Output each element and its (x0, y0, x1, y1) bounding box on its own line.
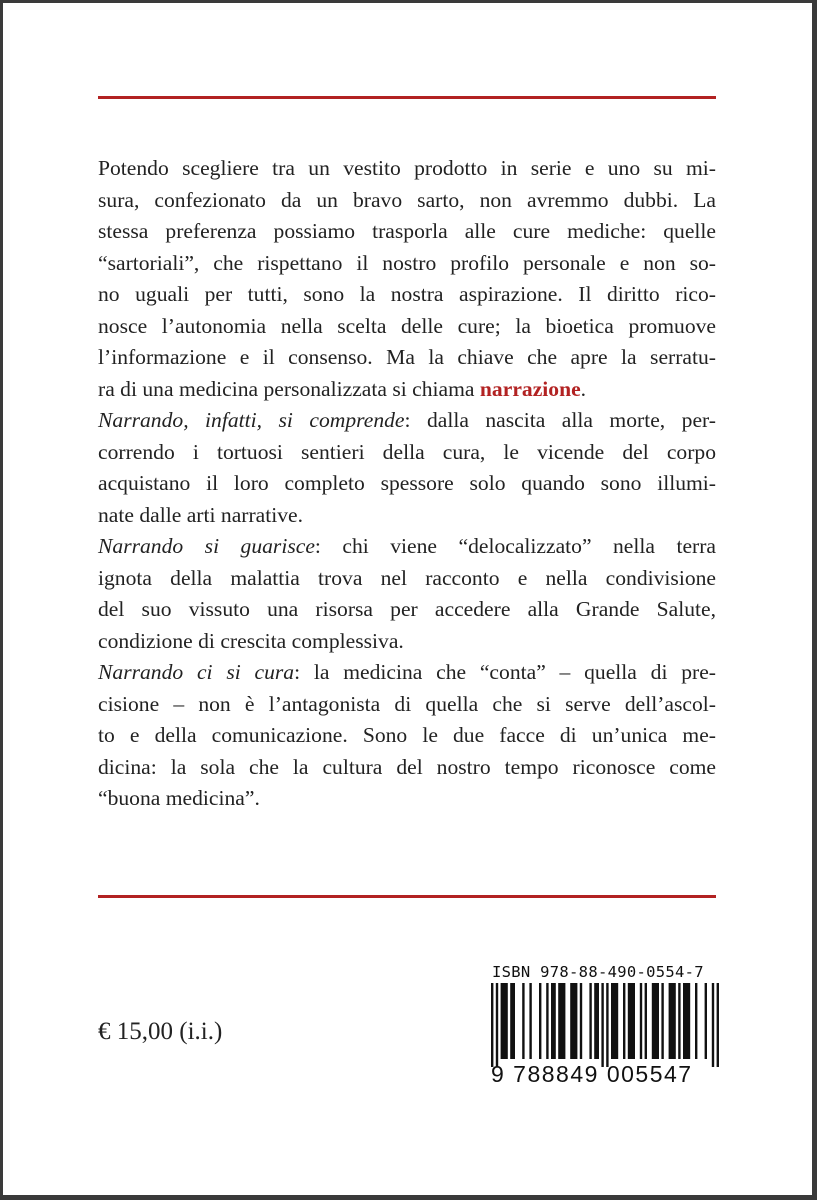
barcode-bar (705, 983, 707, 1059)
italic-phrase: Narrando si guarisce (98, 534, 315, 558)
bottom-red-rule (98, 895, 716, 898)
barcode-bar (712, 983, 714, 1067)
italic-phrase: Narrando, infatti, si comprende (98, 408, 405, 432)
barcode-bar (623, 983, 625, 1059)
text-run: : chi viene “delocalizzato” nella terra (314, 534, 717, 558)
barcode-bar (652, 983, 659, 1059)
barcode-bar (695, 983, 697, 1059)
text-run: l’informazione e il consenso. Ma la chiave che apre la serratu- (98, 345, 716, 369)
barcode-bar (539, 983, 541, 1059)
text-run: cisione – non è l’antagonista di quella che si serve dell’ascol- (98, 691, 716, 716)
barcode-bar (529, 983, 531, 1059)
text-run: . (580, 376, 587, 401)
text-run: “sartoriali”, che rispettano il nostro profilo personale e non so- (98, 250, 716, 275)
text-line (98, 468, 716, 500)
text-run: sura, confezionato da un bravo sarto, non avremmo dubbi. La (98, 187, 716, 212)
text-run: condizione di crescita complessiva. (98, 628, 404, 653)
text-line (98, 311, 716, 343)
text-run: ra di una medicina personalizzata si chiama (98, 376, 480, 401)
barcode-bar (546, 983, 548, 1059)
barcode-bar (601, 983, 603, 1067)
text-run: : dalla nascita alla morte, per- (404, 408, 716, 432)
text-line (98, 153, 716, 185)
top-red-rule (98, 96, 716, 99)
text-run: nosce l’autonomia nella scelta delle cure; la bioetica promuove (98, 313, 716, 338)
highlight-word: narrazione (479, 376, 581, 401)
barcode-bar (645, 983, 647, 1059)
barcode-bar (522, 983, 524, 1059)
text-run: ignota della malattia trova nel racconto e nella condivisione (98, 565, 716, 590)
text-line (98, 374, 716, 406)
barcode-bar (606, 983, 608, 1067)
barcode-bar (491, 983, 493, 1067)
text-run: correndo i tortuosi sentieri della cura, le vicende del corpo (98, 439, 716, 464)
text-run: nate dalle arti narrative. (98, 502, 304, 527)
barcode-bar (717, 983, 719, 1067)
text-line (98, 689, 716, 721)
text-line (98, 248, 716, 280)
text-line (98, 500, 716, 532)
text-line (98, 342, 716, 374)
price: € 15,00 (i.i.) (98, 1018, 223, 1045)
barcode-bar (678, 983, 680, 1059)
barcode-bar (589, 983, 591, 1059)
text-run: del suo vissuto una risorsa per accedere alla Grande Salute, (98, 597, 716, 621)
barcode-bar (510, 983, 515, 1059)
book-back-cover (3, 3, 812, 1195)
text-line (98, 185, 716, 217)
barcode-bar (683, 983, 690, 1059)
barcode-digits: 9 788849 005547 (491, 1061, 693, 1087)
barcode-bar (501, 983, 508, 1059)
text-run: stessa preferenza possiamo trasporla alle cure mediche: quelle (98, 219, 716, 243)
text-run: “buona medicina”. (98, 786, 260, 810)
text-run: dicina: la sola che la cultura del nostro tempo riconosce come (98, 754, 716, 779)
barcode-bar (640, 983, 642, 1059)
barcode-bar (628, 983, 635, 1059)
text-line (98, 783, 716, 815)
barcode-bar (594, 983, 599, 1059)
text-line (98, 279, 716, 311)
barcode (491, 983, 719, 1067)
barcode-bar (558, 983, 565, 1059)
barcode-bar (570, 983, 577, 1059)
text-run: Potendo scegliere tra un vestito prodotto in serie e uno su mi- (98, 156, 716, 180)
text-line (98, 657, 716, 689)
italic-phrase: Narrando ci si cura (98, 660, 295, 684)
isbn-label: ISBN 978-88-490-0554-7 (492, 963, 704, 981)
barcode-bar (669, 983, 676, 1059)
text-line (98, 720, 716, 752)
text-run: no uguali per tutti, sono la nostra aspirazione. Il diritto rico- (98, 282, 716, 306)
text-line (98, 216, 716, 248)
text-line (98, 626, 716, 658)
text-line (98, 563, 716, 595)
text-run: acquistano il loro completo spessore solo quando sono illumi- (98, 471, 716, 495)
text-run: : la medicina che “conta” – quella di pre- (294, 660, 716, 684)
barcode-bar (661, 983, 663, 1059)
blurb-text (98, 153, 716, 815)
text-line (98, 594, 716, 626)
text-line (98, 437, 716, 469)
barcode-bar (496, 983, 498, 1067)
barcode-bar (580, 983, 582, 1059)
text-line (98, 405, 716, 437)
text-line (98, 531, 716, 563)
barcode-bar (611, 983, 618, 1059)
text-run: to e della comunicazione. Sono le due facce di un’unica me- (98, 723, 716, 747)
text-line (98, 752, 716, 784)
barcode-bar (551, 983, 556, 1059)
